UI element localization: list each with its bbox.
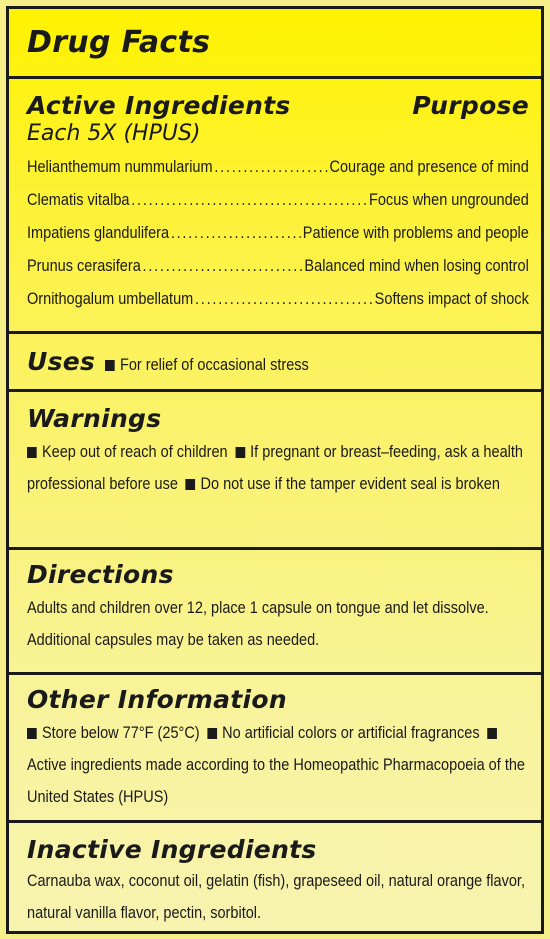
warnings-text (27, 436, 529, 500)
other-information-text (27, 717, 529, 813)
ingredient-name: Helianthemum nummularium (27, 158, 213, 176)
active-subheading: Each 5X (HPUS) (27, 121, 201, 146)
other-item: No artificial colors or artificial fragrances (222, 724, 480, 742)
other-item: Store below 77°F (25°C) (41, 724, 200, 742)
uses-heading: Uses (27, 347, 96, 376)
bullet-icon (105, 360, 115, 371)
other-item: Active ingredients made according to the Homeopathic Pharmacopoeia of the United States (HPUS) (27, 756, 526, 806)
page-title: Drug Facts (27, 25, 211, 60)
warnings-heading: Warnings (27, 404, 162, 433)
ingredient-name: Ornithogalum umbellatum (27, 290, 194, 308)
ingredient-row (27, 283, 529, 316)
ingredient-name: Prunus cerasifera (27, 257, 141, 275)
active-ingredients-section (9, 79, 541, 334)
bullet-icon (186, 479, 196, 490)
ingredient-purpose: Patience with problems and people (302, 224, 529, 242)
uses-section (9, 334, 541, 392)
active-ingredients-heading: Active Ingredients (27, 91, 291, 120)
ingredient-name: Impatiens glandulifera (27, 224, 170, 242)
bullet-icon (487, 728, 497, 739)
ingredient-purpose: Courage and presence of mind (329, 158, 529, 176)
other-information-section (9, 675, 541, 823)
warning-item: Keep out of reach of children (41, 443, 228, 461)
inactive-ingredients-heading: Inactive Ingredients (27, 835, 317, 864)
ingredient-name: Clematis vitalba (27, 191, 130, 209)
ingredient-purpose: Softens impact of shock (374, 290, 529, 308)
uses-item: For relief of occasional stress (120, 356, 310, 374)
bullet-icon (207, 728, 217, 739)
ingredient-row (27, 151, 529, 184)
ingredient-purpose: Focus when ungrounded (368, 191, 529, 209)
other-information-heading: Other Information (27, 685, 287, 714)
directions-heading: Directions (27, 560, 174, 589)
ingredient-row (27, 184, 529, 217)
ingredient-purpose: Balanced mind when losing control (304, 257, 529, 275)
directions-section (9, 550, 541, 675)
warnings-section (9, 392, 541, 550)
directions-text: Adults and children over 12, place 1 capsule on tongue and let dissolve. Additional capsules may be taken as needed. (27, 599, 489, 649)
bullet-icon (27, 728, 37, 739)
inactive-ingredients-text: Carnauba wax, coconut oil, gelatin (fish), grapeseed oil, natural orange flavor, natural vanilla flavor, pectin, sorbitol. (27, 872, 526, 922)
purpose-heading: Purpose (412, 91, 529, 120)
bullet-icon (27, 447, 37, 458)
warning-item: If pregnant or breast–feeding, ask a health professional before use (27, 443, 523, 493)
title-section (9, 9, 541, 79)
warning-item: Do not use if the tamper evident seal is broken (200, 475, 500, 493)
bullet-icon (235, 447, 245, 458)
drug-facts-panel (6, 6, 544, 934)
ingredient-row (27, 250, 529, 283)
ingredient-list (27, 151, 529, 316)
ingredient-row (27, 217, 529, 250)
inactive-ingredients-section (9, 823, 541, 931)
